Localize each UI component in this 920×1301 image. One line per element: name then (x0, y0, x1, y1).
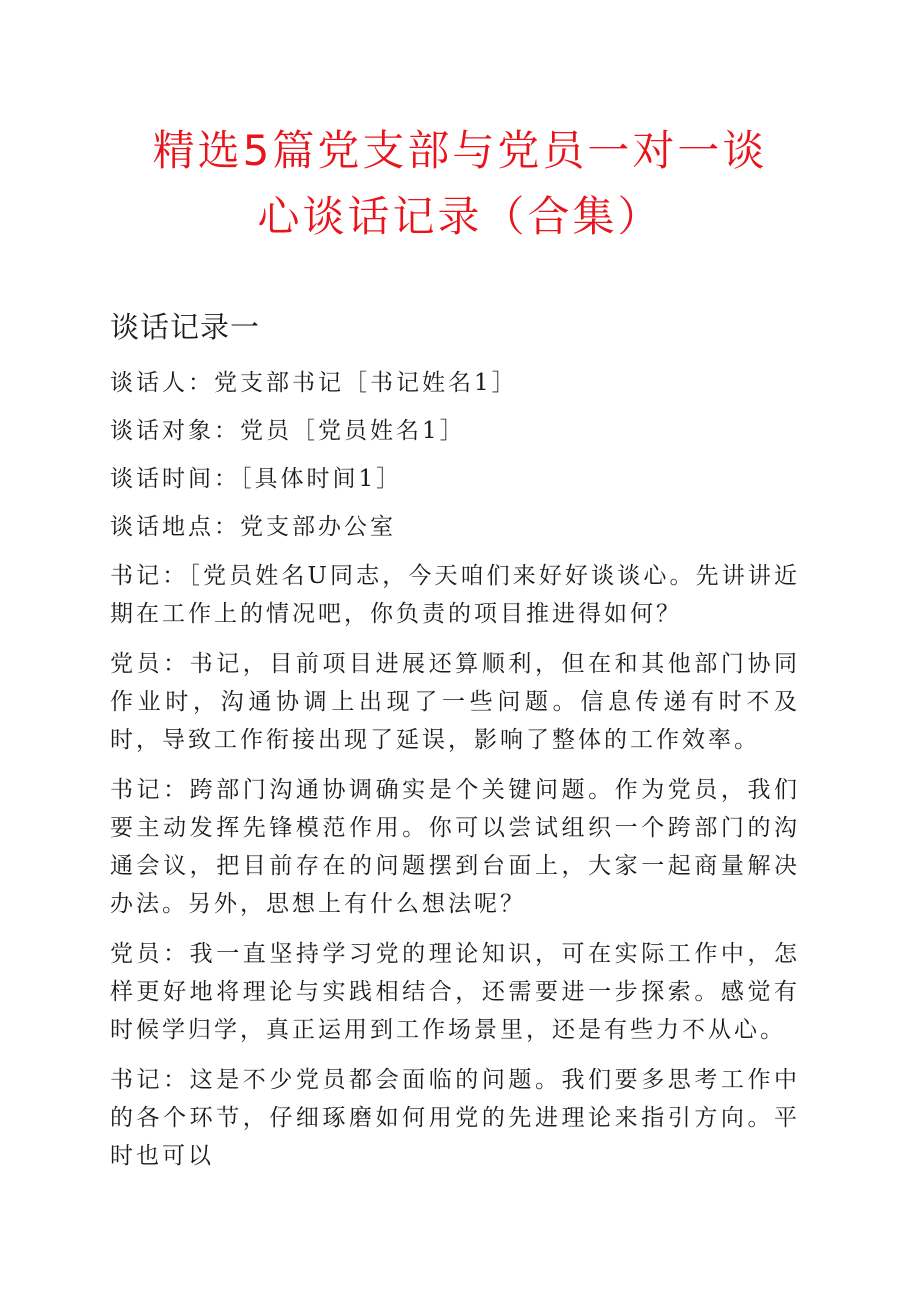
dialogue-paragraph: 党员：我一直坚持学习党的理论知识，可在实际工作中，怎样更好地将理论与实践相结合，还需要进一步探索。感觉有时候学归学，真正运用到工作场景里，还是有些力不从心。 (110, 941, 800, 1043)
title-line-1: 精选5篇党支部与党员一对一谈 (152, 126, 768, 175)
document-body (110, 305, 800, 1175)
dialogue-paragraph: 书记：这是不少党员都会面临的问题。我们要多思考工作中的各个环节，仔细琢磨如何用党的先进理论来指引方向。平时也可以 (110, 1067, 800, 1169)
dialogue-paragraph: 党员：书记，目前项目进展还算顺利，但在和其他部门协同作业时，沟通协调上出现了一些问题。信息传递有时不及时，导致工作衔接出现了延误，影响了整体的工作效率。 (110, 651, 800, 753)
meta-speaker: 谈话人：党支部书记［书记姓名1］ (110, 370, 518, 396)
dialogue-paragraph: 书记：［党员姓名U同志，今天咱们来好好谈谈心。先讲讲近期在工作上的情况吧，你负责的项目推进得如何？ (110, 563, 800, 627)
meta-time: 谈话时间：［具体时间1］ (110, 466, 403, 492)
meta-block (110, 359, 800, 551)
section-heading: 谈话记录一 (110, 310, 261, 344)
meta-location: 谈话地点：党支部办公室 (110, 514, 396, 540)
document-title (60, 118, 860, 250)
meta-subject: 谈话对象：党员［党员姓名1］ (110, 418, 466, 444)
dialogue-paragraph: 书记：跨部门沟通协调确实是个关键问题。作为党员，我们要主动发挥先锋模范作用。你可以尝试组织一个跨部门的沟通会议，把目前存在的问题摆到台面上，大家一起商量解决办法。另外，思想上有什么想法呢？ (110, 777, 800, 917)
title-line-2: 心谈话记录（合集） (257, 192, 663, 241)
